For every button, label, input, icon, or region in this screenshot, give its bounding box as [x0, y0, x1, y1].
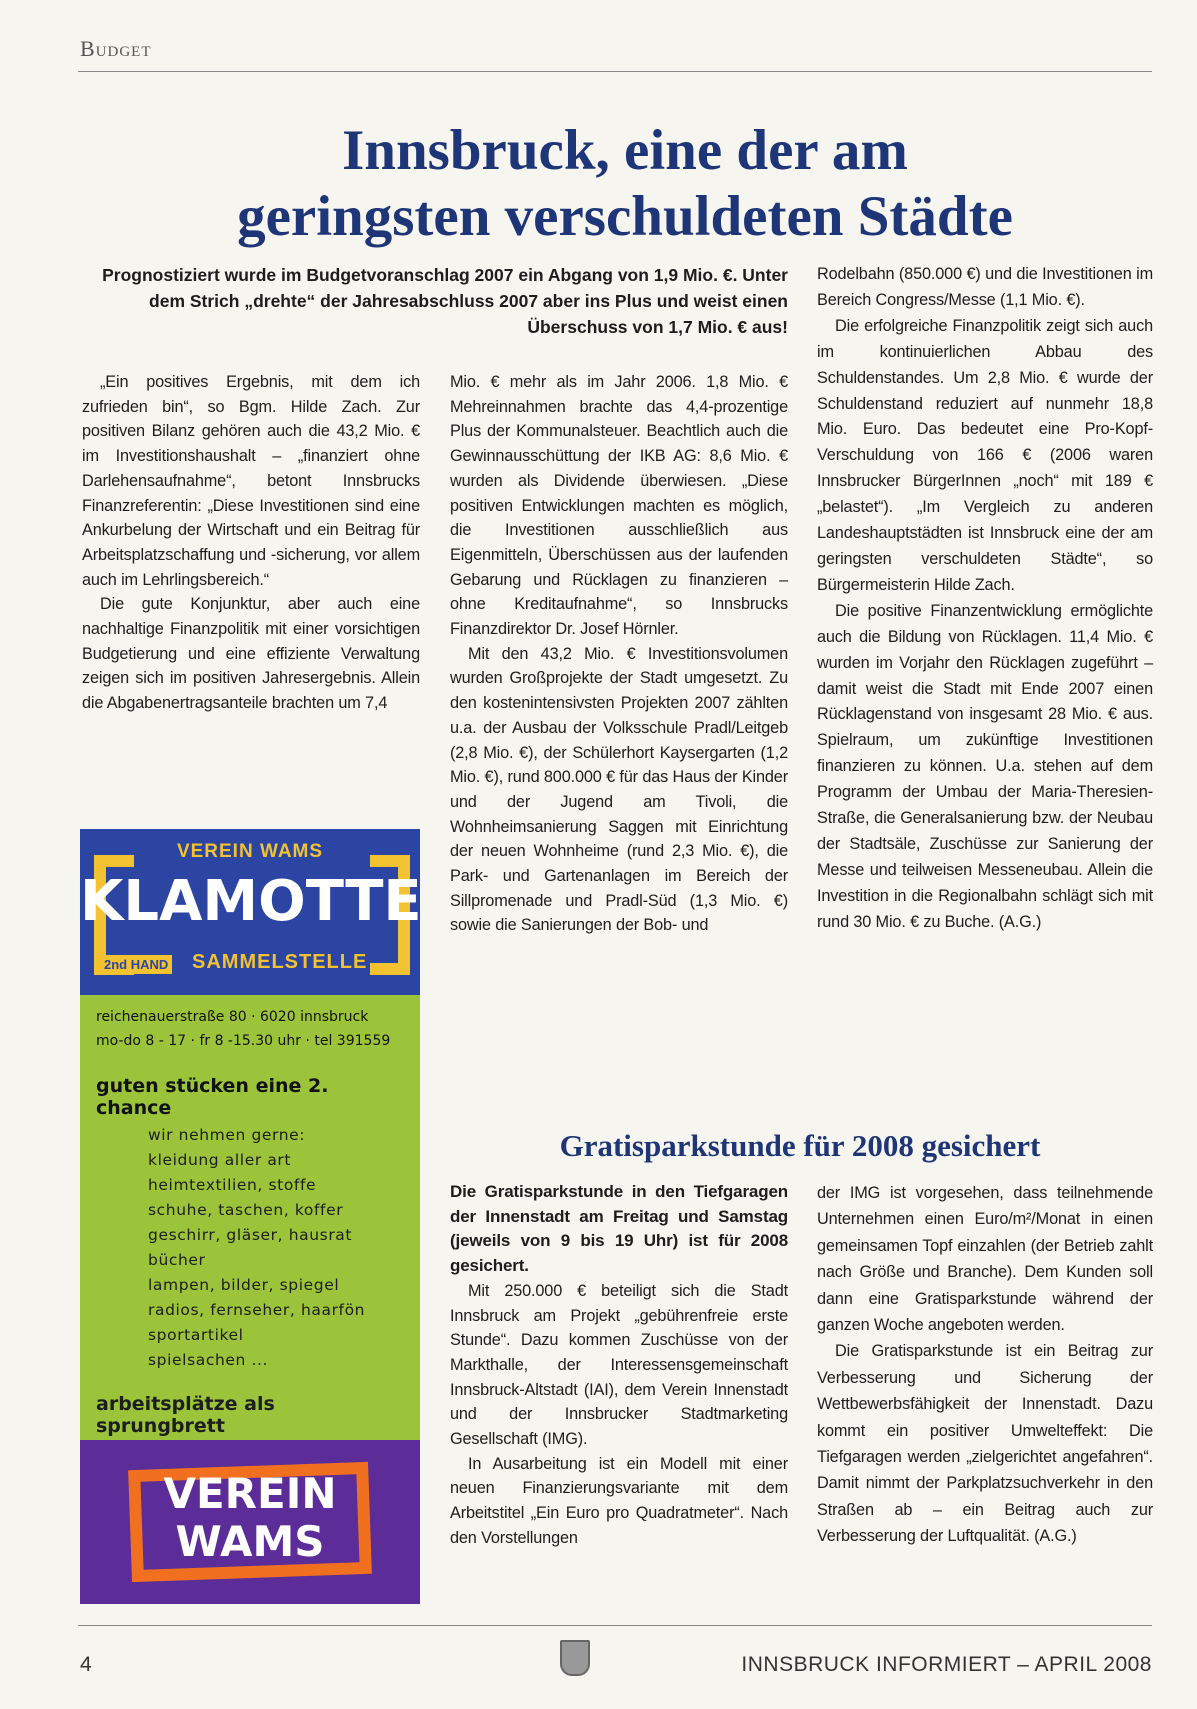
advertisement-klamotte: [80, 829, 420, 1604]
title-line: Innsbruck, eine der am: [342, 119, 908, 182]
article-lead: Prognostiziert wurde im Budgetvoranschlag 2007 ein Abgang von 1,9 Mio. €. Unter dem Strich „drehte“ der Jahresabschluss 2007 aber ins Plus und weist einen Überschuss von 1,7 Mio. € aus!: [102, 265, 788, 337]
paragraph: In Ausarbeitung ist ein Modell mit einer neuen Finanzierungsvariante mit dem Arbeitstitel „Ein Euro pro Quadratmeter“. Nach den Vorstellungen: [450, 1454, 788, 1547]
ad-jobs: arbeitsplätze als sprungbrett: [96, 1393, 275, 1437]
list-item: wir nehmen gerne:: [148, 1126, 306, 1144]
section-label: Budget: [80, 36, 152, 61]
article-title: [60, 118, 1190, 250]
paragraph: Die positive Finanzentwicklung ermöglichte auch die Bildung von Rücklagen. 11,4 Mio. € wurden im Vorjahr den Rücklagen zugeführt – damit weist die Stadt mit Ende 2007 einen Rücklagenstand von insgesamt 28 Mio. € aus. Spielraum, um zukünftige Investitionen finanzieren zu können. U.a. stehen auf dem Programm der Umbau der Maria-Theresien-Straße, die Generalsanierung bzw. der Neubau der Stadtsäle, Zuschüsse zur Sanierung der Messe und teilweisen Messeneubau. Allein die Investition in die Regionalbahn schlägt sich mit rund 30 Mio. € zu Buche. (A.G.): [817, 601, 1153, 931]
header-rule: [78, 71, 1152, 72]
ad-2nd-hand: 2nd HAND: [100, 955, 172, 974]
article2-column-3: [817, 1180, 1153, 1550]
page-number: 4: [80, 1653, 92, 1676]
list-item: kleidung aller art: [148, 1151, 292, 1169]
paragraph: der IMG ist vorgesehen, dass teilnehmende Unternehmen einen Euro/m²/Monat in einen gemeinsamen Topf einzahlen (der Betrieb zahlt nach Größe und Branche). Dem Kunden soll dann eine Gratisparkstunde während der ganzen Woche angeboten werden.: [817, 1184, 1153, 1335]
ad-verein-wams-logo: [80, 1440, 420, 1604]
footer-rule: [78, 1625, 1152, 1626]
ad-address: reichenauerstraße 80 · 6020 innsbruck: [96, 1009, 369, 1025]
paragraph: „Ein positives Ergebnis, mit dem ich zufrieden bin“, so Bgm. Hilde Zach. Zur positiven Bilanz gehören auch die 43,2 Mio. € im Investitionshaushalt – „finanziert ohne Darlehensaufnahme“, betont Innsbrucks Finanzreferentin: „Diese Investitionen sind eine Ankurbelung der Wirtschaft und ein Beitrag für Arbeitsplatzschaffung und -sicherung, vor allem auch im Lehrlingsbereich.“: [82, 373, 420, 589]
column-2: [450, 370, 788, 938]
city-coat-of-arms-icon: [560, 1640, 590, 1676]
ad-sammelstelle: SAMMELSTELLE: [192, 951, 368, 973]
ad-headline: guten stücken eine 2. chance: [96, 1075, 329, 1119]
list-item: schuhe, taschen, koffer: [148, 1201, 344, 1219]
article2-title: Gratisparkstunde für 2008 gesichert: [559, 1128, 1041, 1163]
list-item: spielsachen ...: [148, 1351, 269, 1369]
publication-name: INNSBRUCK INFORMIERT – APRIL 2008: [741, 1653, 1152, 1676]
paragraph: Die gute Konjunktur, aber auch eine nachhaltige Finanzpolitik mit einer vorsichtigen Budgetierung und eine effiziente Verwaltung zeigen sich im positiven Jahresergebnis. Allein die Abgabenertragsanteile brachten um 7,4: [82, 595, 420, 713]
ad-klamotte-logo: KLAMOTTE: [80, 869, 422, 934]
ad-info-panel: [80, 995, 420, 1440]
paragraph: Die Gratisparkstunde ist ein Beitrag zur Verbesserung und Sicherung der Wettbewerbsfähigkeit der Innenstadt. Dazu kommt ein positiver Umwelteffekt: Die Tiefgaragen werden „zielgerichtet angefahren“. Damit nimmt der Parkplatzsuchverkehr in den Straßen ab – ein Beitrag auch zur Verbesserung der Luftqualität. (A.G.): [817, 1342, 1153, 1546]
list-item: geschirr, gläser, hausrat: [148, 1226, 353, 1244]
ad-hours: mo-do 8 - 17 · fr 8 -15.30 uhr · tel 391559: [96, 1033, 391, 1049]
paragraph: Mio. € mehr als im Jahr 2006. 1,8 Mio. € Mehreinnahmen brachte das 4,4-prozentige Plus der Kommunalsteuer. Beachtlich auch die Gewinnausschüttung der IKB AG: 8,6 Mio. € wurden als Dividende überwiesen. „Diese positiven Entwicklungen machten es möglich, die Investitionen ausschließlich aus Eigenmitteln, Überschüssen aus der laufenden Gebarung und Rücklagen zu finanzieren – ohne Kreditaufnahme“, so Innsbrucks Finanzdirektor Dr. Josef Hörnler.: [450, 373, 788, 639]
ad-verein-wams: VEREIN WAMS: [176, 841, 324, 862]
list-item: bücher: [148, 1251, 206, 1269]
paragraph: Rodelbahn (850.000 €) und die Investitionen im Bereich Congress/Messe (1,1 Mio. €).: [817, 265, 1153, 309]
list-item: radios, fernseher, haarfön: [148, 1301, 366, 1319]
list-item: sportartikel: [148, 1326, 244, 1344]
column-1: [82, 370, 420, 716]
ad-logo-panel: [80, 829, 420, 995]
column-3: [817, 262, 1153, 936]
logo-line: VEREIN: [163, 1469, 337, 1518]
title-line: geringsten verschuldeten Städte: [237, 185, 1013, 248]
paragraph: Die erfolgreiche Finanzpolitik zeigt sich auch im kontinuierlichen Abbau des Schuldenstandes. Um 2,8 Mio. € wurde der Schuldenstand reduziert auf nunmehr 18,8 Mio. Euro. Das bedeutet eine Pro-Kopf-Verschuldung von 166 € (2006 waren Innsbrucker BürgerInnen „noch“ mit 189 € „belastet“). „Im Vergleich zu anderen Landeshauptstädten ist Innsbruck eine der am geringsten verschuldeten Städte“, so Bürgermeisterin Hilde Zach.: [817, 316, 1153, 594]
logo-line: WAMS: [175, 1517, 325, 1566]
article2-lead: Die Gratisparkstunde in den Tiefgaragen der Innenstadt am Freitag und Samstag (jeweils von 9 bis 19 Uhr) ist für 2008 gesichert.: [450, 1182, 788, 1276]
ad-item-list: [148, 1123, 404, 1373]
article2-column-2: [450, 1180, 788, 1551]
paragraph: Mit den 43,2 Mio. € Investitionsvolumen wurden Großprojekte der Stadt umgesetzt. Zu den kostenintensivsten Projekten 2007 zählten u.a. der Ausbau der Volksschule Pradl/Leitgeb (2,8 Mio. €), der Schülerhort Kaysergarten (1,2 Mio. €), rund 800.000 € für das Haus der Kinder und der Jugend am Tivoli, die Wohnheimsanierung Saggen mit Einrichtung der neuen Wohnheime (rund 2,3 Mio. €), die Park- und Gartenanlagen im Bereich der Sillpromenade und Pradl-Süd (1,3 Mio. €) sowie die Sanierungen der Bob- und: [450, 644, 788, 935]
paragraph: Mit 250.000 € beteiligt sich die Stadt Innsbruck am Projekt „gebührenfreie erste Stunde“. Dazu kommen Zuschüsse von der Markthalle, der Interessensgemeinschaft Innsbruck-Altstadt (IAI), dem Verein Innenstadt und der Innsbrucker Stadtmarketing Gesellschaft (IMG).: [450, 1281, 788, 1449]
logo-text: [80, 1470, 420, 1566]
list-item: heimtextilien, stoffe: [148, 1176, 317, 1194]
list-item: lampen, bilder, spiegel: [148, 1276, 340, 1294]
